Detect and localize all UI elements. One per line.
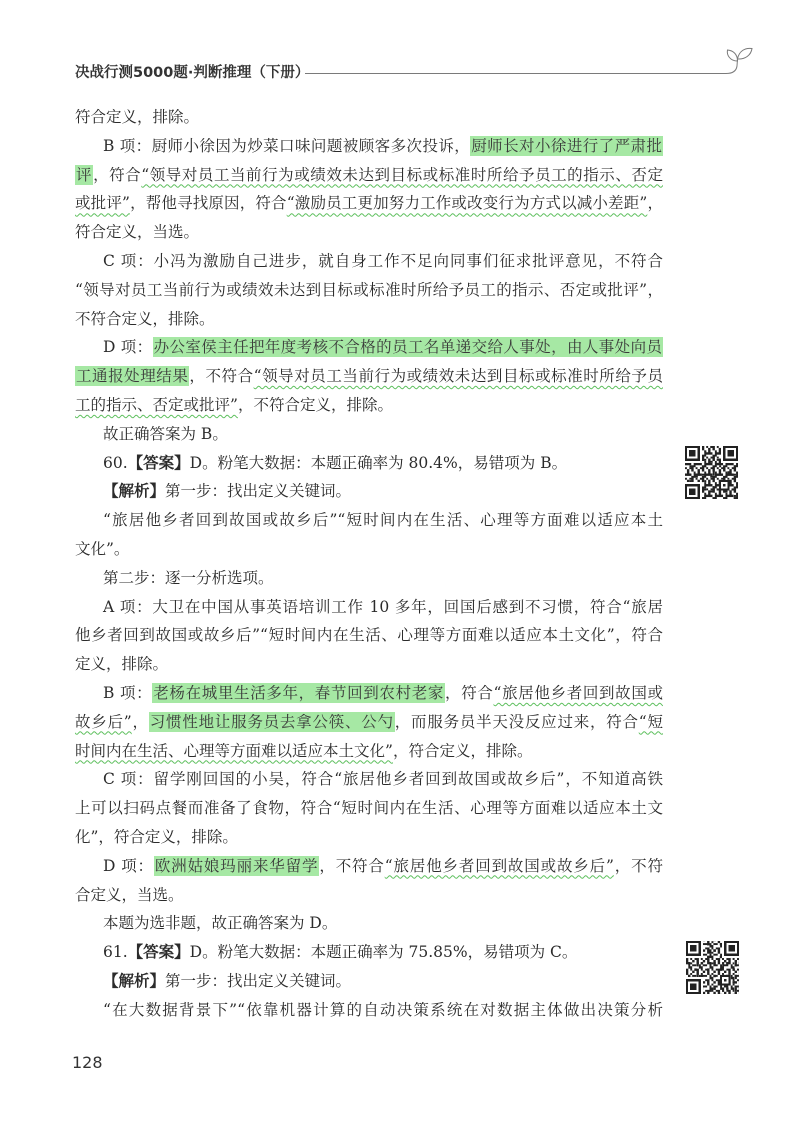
text-segment: 不符合定义，排除。 <box>75 309 215 328</box>
text-line <box>75 535 663 564</box>
underlined-quote: 故乡后” <box>75 712 132 731</box>
text-line <box>75 765 663 794</box>
text-line <box>75 852 663 881</box>
header-rule <box>305 73 726 74</box>
text-segment: ，帮他寻找原因，符合 <box>129 194 287 213</box>
underlined-quote: “旅居他乡者回到故国或故乡后” <box>384 856 614 875</box>
text-segment: ，符合 <box>445 683 494 702</box>
text-segment: ，不符 <box>613 856 663 875</box>
text-segment: C 项：小冯为激励自己进步，就自身工作不足向同事们征求批评意见，不符合 <box>103 251 663 270</box>
document-body <box>75 103 663 1025</box>
text-line <box>75 708 663 737</box>
text-segment: “旅居他乡者回到故国或故乡后”“短时间内在生活、心理等方面难以适应本土 <box>103 511 663 530</box>
text-line <box>75 909 663 938</box>
highlighted-text: 工通报处理结果 <box>76 367 189 386</box>
underlined-quote: 或批评” <box>75 194 130 213</box>
text-line <box>75 103 663 132</box>
bold-label: 【解析】 <box>103 971 166 990</box>
text-line <box>75 276 663 305</box>
text-line <box>75 420 663 449</box>
text-line <box>75 362 663 391</box>
text-segment: 第一步：找出定义关键词。 <box>165 971 352 990</box>
underlined-quote: “领导对员工当前行为或绩效未达到目标或标准时所给予员 <box>253 367 663 386</box>
text-line <box>75 621 663 650</box>
highlighted-text: 厨师长对小徐进行了严肃批 <box>471 136 662 155</box>
text-segment: D 项： <box>103 856 154 875</box>
highlighted-text: 习惯性地让服务员去拿公筷、公勺 <box>149 712 394 731</box>
text-line <box>75 794 663 823</box>
text-line <box>75 564 663 593</box>
text-line <box>75 650 663 679</box>
text-segment: ， <box>131 712 149 731</box>
text-segment: B 项：厨师小徐因为炒菜口味问题被顾客多次投诉， <box>103 136 471 155</box>
qr-code-icon <box>685 446 738 499</box>
text-segment: D。粉笔大数据：本题正确率为 80.4%，易错项为 B。 <box>189 453 568 472</box>
text-line <box>75 506 663 535</box>
text-line <box>75 737 663 766</box>
text-segment: A 项：大卫在中国从事英语培训工作 10 多年，回国后感到不习惯，符合“旅居 <box>103 597 663 616</box>
text-line <box>75 938 663 967</box>
sprout-icon <box>718 44 758 80</box>
qr-code-icon <box>686 941 739 994</box>
text-line <box>75 477 663 506</box>
text-line <box>75 391 663 420</box>
text-line <box>75 218 663 247</box>
text-segment: 故正确答案为 B。 <box>103 424 228 443</box>
text-segment: 文化”。 <box>75 539 130 558</box>
text-segment: ，不符合 <box>189 367 254 386</box>
text-segment: 定义，排除。 <box>75 655 169 674</box>
text-line <box>75 132 663 161</box>
text-segment: 合定义，当选。 <box>75 885 184 904</box>
text-line <box>75 996 663 1025</box>
text-segment: B 项： <box>103 683 153 702</box>
underlined-quote: “短 <box>638 712 663 731</box>
text-segment: ， <box>647 194 663 213</box>
text-segment: 本题为选非题，故正确答案为 D。 <box>103 914 338 933</box>
text-segment: 60. <box>103 453 128 472</box>
bold-label: 【答案】 <box>127 453 190 472</box>
underlined-quote: 时间内在生活、心理等方面难以适应本土文化” <box>75 741 393 760</box>
text-line <box>75 823 663 852</box>
running-header-title: 决战行测5000题·判断推理（下册） <box>75 65 310 81</box>
highlighted-text: 欧洲姑娘玛丽来华留学 <box>154 856 319 875</box>
text-segment: 他乡者回到故国或故乡后”“短时间内在生活、心理等方面难以适应本土文化”，符合 <box>75 626 663 645</box>
underlined-quote: 工的指示、否定或批评” <box>75 395 238 414</box>
text-line <box>75 679 663 708</box>
text-segment: 符合定义，排除。 <box>75 108 200 126</box>
highlighted-text: 老杨在城里生活多年，春节回到农村老家 <box>153 683 445 702</box>
highlighted-text: 办公室侯主任把年度考核不合格的员工名单递交给人事处，由人事处向员 <box>153 338 662 357</box>
text-line <box>75 305 663 334</box>
text-line <box>75 333 663 362</box>
text-segment: ，不符合定义，排除。 <box>237 395 393 414</box>
highlighted-text: 评 <box>76 165 93 184</box>
text-segment: 符合定义，当选。 <box>75 223 200 242</box>
bold-label: 【解析】 <box>103 482 166 501</box>
text-segment: ，符合 <box>93 165 142 184</box>
text-segment: 第一步：找出定义关键词。 <box>165 482 352 501</box>
text-line <box>75 967 663 996</box>
text-segment: 61. <box>103 943 128 962</box>
text-segment: “领导对员工当前行为或绩效未达到目标或标准时所给予员工的指示、否定或批评”， <box>75 280 663 299</box>
text-segment: D。粉笔大数据：本题正确率为 75.85%，易错项为 C。 <box>189 943 578 962</box>
text-line <box>75 189 663 218</box>
text-line <box>75 593 663 622</box>
underlined-quote: “旅居他乡者回到故国或 <box>493 683 663 702</box>
text-segment: 第二步：逐一分析选项。 <box>103 568 274 587</box>
text-line <box>75 449 663 478</box>
text-line <box>75 161 663 190</box>
text-segment: D 项： <box>103 338 153 357</box>
underlined-quote: “激励员工更加努力工作或改变行为方式以减小差距” <box>286 194 648 213</box>
text-segment: ，而服务员半天没反应过来，符合 <box>394 712 639 731</box>
text-segment: ，符合定义，排除。 <box>392 741 533 760</box>
text-segment: “在大数据背景下”“依靠机器计算的自动决策系统在对数据主体做出决策分析 <box>103 1000 663 1019</box>
page-number: 128 <box>72 1053 103 1072</box>
text-segment: C 项：留学刚回国的小吴，符合“旅居他乡者回到故国或故乡后”，不知道高铁 <box>103 770 663 789</box>
text-line <box>75 247 663 276</box>
text-segment: ，不符合 <box>319 856 385 875</box>
text-segment: 化”，符合定义，排除。 <box>75 827 238 846</box>
underlined-quote: “领导对员工当前行为或绩效未达到目标或标准时所给予员工的指示、否定 <box>141 165 663 184</box>
bold-label: 【答案】 <box>127 943 190 962</box>
text-segment: 上可以扫码点餐而准备了食物，符合“短时间内在生活、心理等方面难以适应本土文 <box>75 799 663 818</box>
text-line <box>75 881 663 910</box>
